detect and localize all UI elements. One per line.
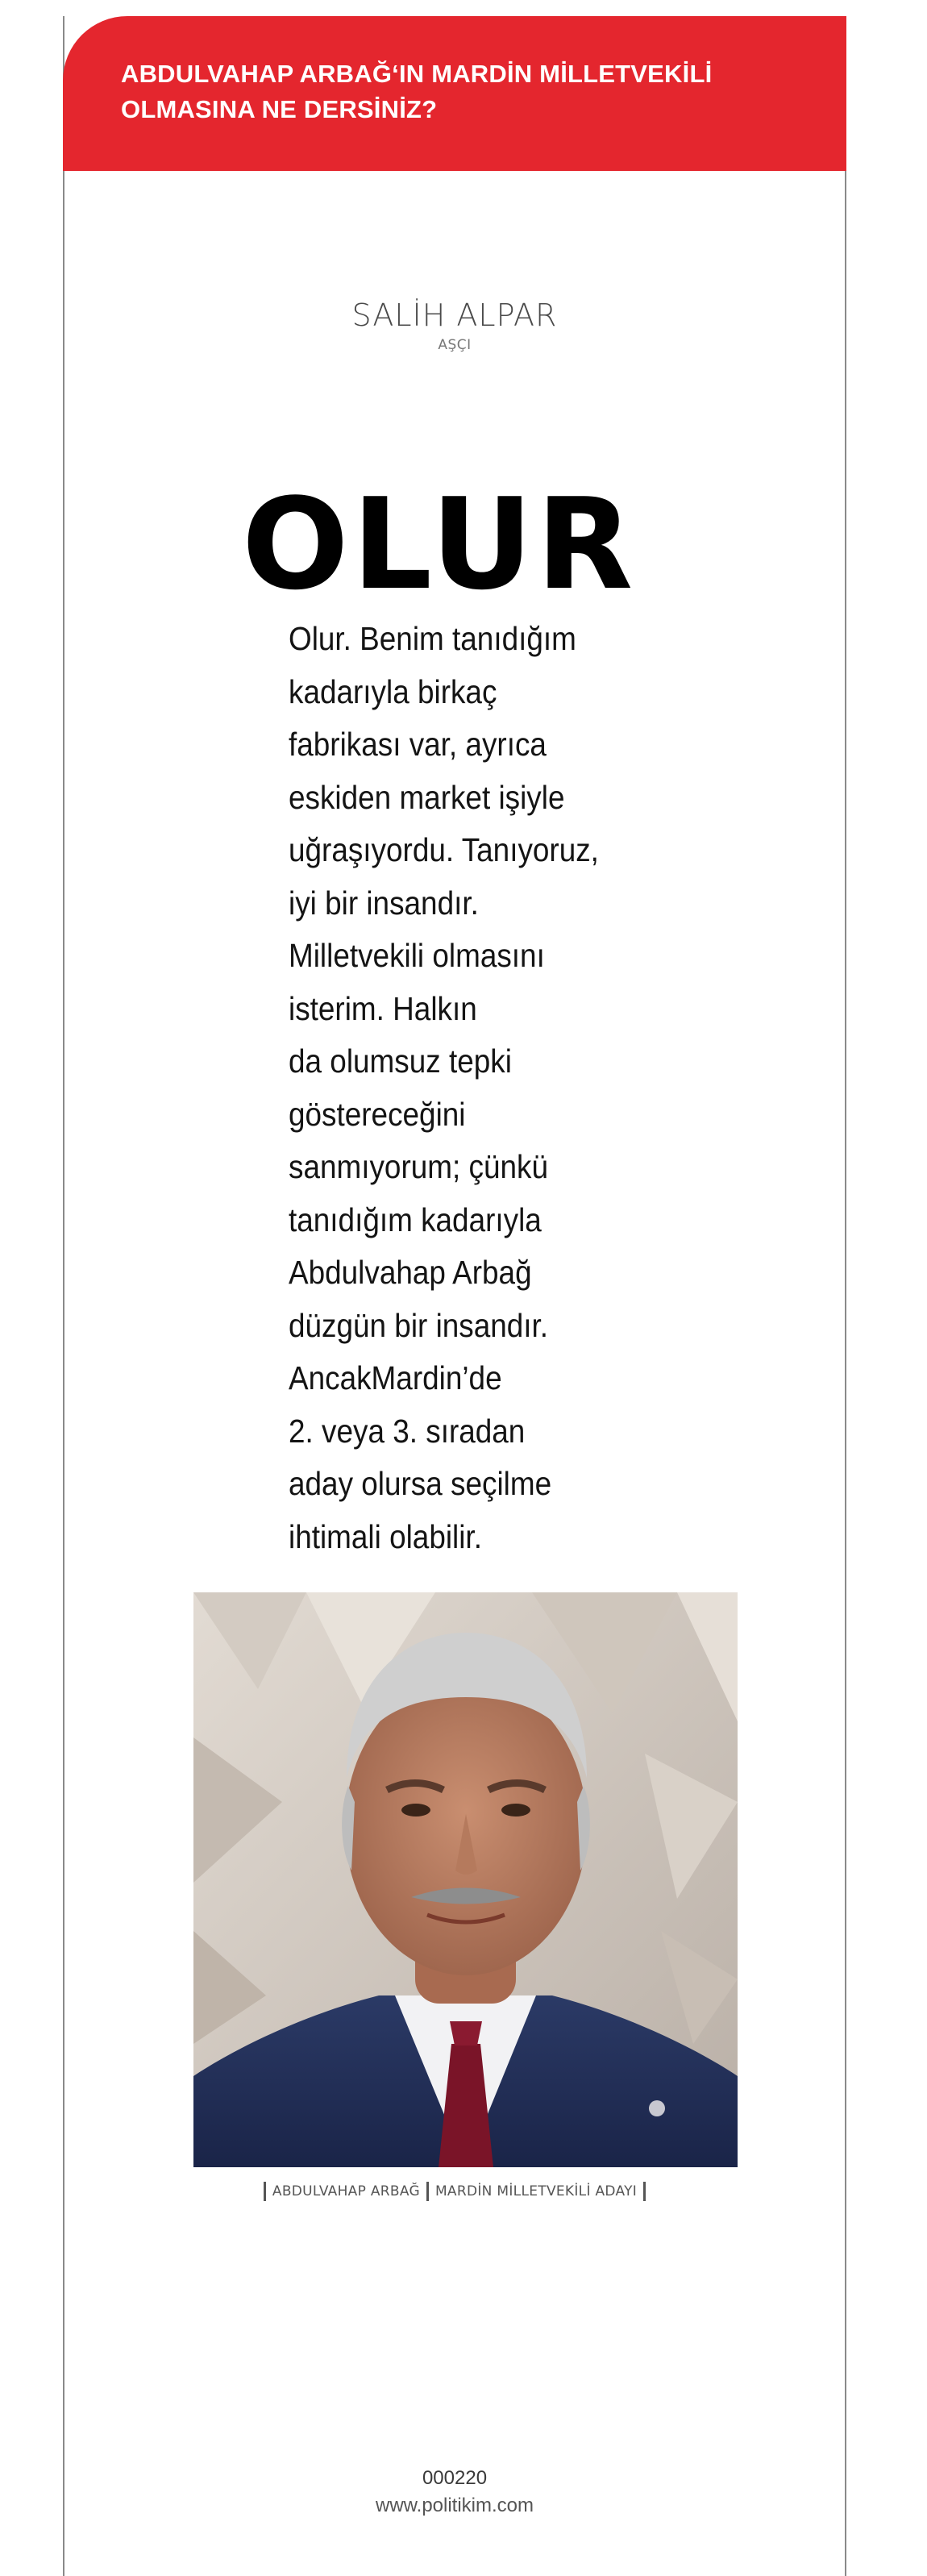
candidate-portrait	[193, 1592, 738, 2167]
respondent-name: SALİH ALPAR	[351, 298, 558, 333]
photo-caption	[63, 2182, 846, 2201]
respondent-occupation: AŞÇI	[438, 337, 472, 353]
respondent-block	[63, 297, 846, 353]
caption-divider	[426, 2182, 429, 2201]
answer-headline: OLUR	[242, 471, 637, 618]
website-link[interactable]: www.politikim.com	[375, 2495, 534, 2516]
survey-question: ABDULVAHAP ARBAĞ‘IN MARDİN MİLLETVEKİLİ OLMASINA NE DERSİNİZ?	[121, 60, 713, 123]
caption-divider	[264, 2182, 266, 2201]
page-footer	[63, 2466, 846, 2519]
caption-name: ABDULVAHAP ARBAĞ	[272, 2183, 420, 2199]
question-banner	[63, 16, 846, 171]
page-number: 000220	[422, 2467, 488, 2489]
caption-title: MARDİN MİLLETVEKİLİ ADAYI	[434, 2183, 638, 2199]
portrait-illustration	[193, 1592, 738, 2167]
caption-divider	[643, 2182, 646, 2201]
answer-body: Olur. Benim tanıdığım kadarıyla birkaç fabrikası var, ayrıca eskiden market işiyle uğraşıyordu. Tanıyoruz, iyi bir insandır. Milletvekili olmasını isterim. Halkın da olumsuz tepki göstereceğini sanmıyorum; çünkü tanıdığım kadarıyla Abdulvahap Arbağ düzgün bir insandır. AncakMardin’de 2. veya 3. sıradan aday olursa seçilme ihtimali olabilir.	[289, 620, 599, 1555]
